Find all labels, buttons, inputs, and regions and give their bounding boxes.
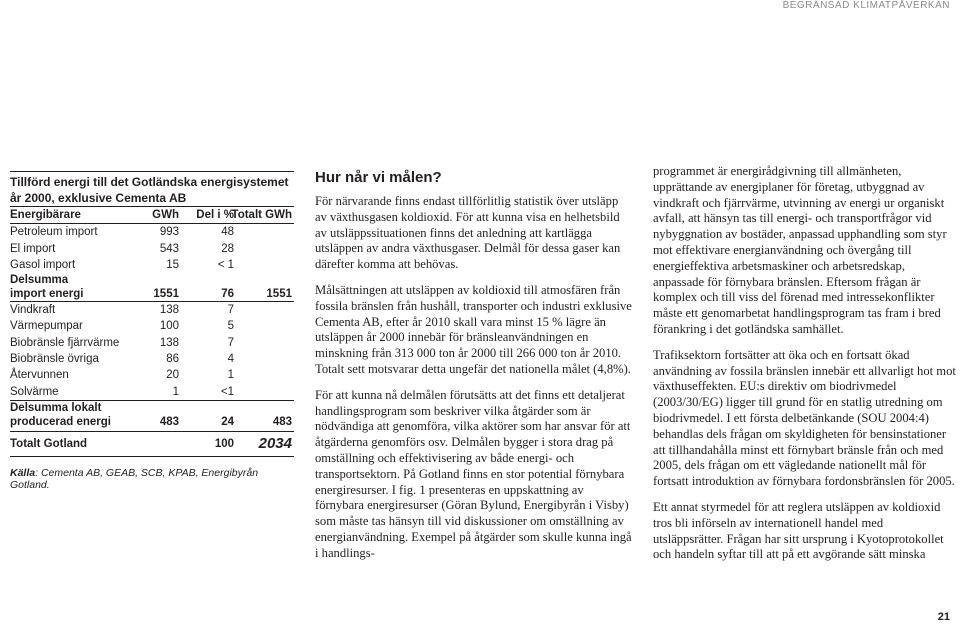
total-share: 100 bbox=[214, 437, 234, 450]
table-row-subtotal-import bbox=[10, 273, 294, 302]
table-row bbox=[10, 241, 294, 257]
row-name: Gasol import bbox=[10, 258, 76, 271]
page-number: 21 bbox=[937, 611, 950, 623]
row-gwh: 138 bbox=[159, 304, 179, 317]
table-title: Tillförd energi till det Gotländska energisystemet bbox=[10, 171, 294, 190]
row-gwh: 86 bbox=[166, 353, 179, 366]
row-share: 28 bbox=[221, 242, 234, 255]
table-row bbox=[10, 367, 294, 383]
row-name: Vindkraft bbox=[10, 304, 56, 317]
total-name: Totalt Gotland bbox=[10, 437, 88, 450]
row-name: El import bbox=[10, 242, 56, 255]
energy-table bbox=[10, 171, 294, 491]
row-name: Biobränsle övriga bbox=[10, 353, 99, 366]
row-gwh: 138 bbox=[159, 336, 179, 349]
middle-column bbox=[315, 168, 633, 572]
col-header-total: Totalt GWh bbox=[231, 209, 292, 221]
row-gwh: 543 bbox=[159, 242, 179, 255]
row-name-line1: Delsumma lokalt bbox=[10, 401, 102, 414]
table-row-subtotal-local bbox=[10, 401, 294, 429]
row-name: Petroleum import bbox=[10, 226, 98, 239]
section-heading: Hur når vi målen? bbox=[315, 169, 442, 186]
row-total: 1551 bbox=[266, 288, 292, 301]
row-name: Återvunnen bbox=[10, 369, 69, 382]
source-label: Källa bbox=[10, 466, 36, 479]
row-name: Värmepumpar bbox=[10, 320, 83, 333]
row-name-line1: Delsumma bbox=[10, 274, 69, 287]
table-row bbox=[10, 335, 294, 351]
row-name-line2: producerad energi bbox=[10, 415, 111, 428]
row-share: 24 bbox=[221, 415, 234, 428]
row-share: 7 bbox=[227, 336, 234, 349]
table-row bbox=[10, 318, 294, 334]
row-share: 7 bbox=[227, 304, 234, 317]
source-text: : Cementa AB, GEAB, SCB, KPAB, Energibyrån Gotland. bbox=[10, 466, 259, 491]
row-name bbox=[10, 273, 83, 301]
row-gwh: 100 bbox=[159, 320, 179, 333]
row-name bbox=[10, 401, 111, 429]
row-gwh: 20 bbox=[166, 369, 179, 382]
row-gwh: 483 bbox=[159, 415, 179, 428]
row-share: 4 bbox=[227, 353, 234, 366]
row-gwh: 1 bbox=[172, 385, 179, 398]
running-header: BEGRÄNSAD KLIMATPÅVERKAN bbox=[782, 0, 950, 11]
table-row bbox=[10, 351, 294, 367]
row-gwh: 993 bbox=[159, 226, 179, 239]
paragraph: Ett annat styrmedel för att reglera utsläppen av koldioxid tros bli införseln av internationell handel med utsläppsrätter. Frågan har sitt ursprung i Kyotoprotokollet och handeln syftar till att på ett avgörande sätt minska bbox=[653, 499, 944, 562]
table-row bbox=[10, 302, 294, 318]
table-row bbox=[10, 224, 294, 240]
row-share: < 1 bbox=[217, 258, 234, 271]
row-share: <1 bbox=[220, 385, 234, 398]
row-gwh: 15 bbox=[166, 258, 179, 271]
row-share: 48 bbox=[221, 226, 234, 239]
row-total: 483 bbox=[272, 415, 292, 428]
table-header-row bbox=[10, 206, 294, 224]
paragraph: Målsättningen att utsläppen av koldioxid till atmosfären från fossila bränslen från hushåll, transporter och industri exklusive Cementa AB, efter år 2010 skall vara minst 15 % lägre än utsläppen år 2000 innebär för bränsleanvändningen en minskning från 313 000 ton år 2000 till 266 000 ton år 2010. Totalt sett motsvarar detta ungefär det nationella målet (4,8%). bbox=[315, 282, 632, 376]
table-row-total bbox=[10, 431, 294, 457]
row-name: Biobränsle fjärrvärme bbox=[10, 336, 120, 349]
row-gwh: 1551 bbox=[153, 288, 179, 301]
row-share: 5 bbox=[227, 320, 234, 333]
col-header-gwh: GWh bbox=[152, 209, 179, 221]
paragraph: programmet är energirådgivning till allmänheten, upprättande av energiplaner för företag, utbyggnad av vindkraft och fjärrvärme, utvinning av energi ur organiskt avfall, att hänsyn tas till energi- och transportfrågor vid nybyggnation av bostäder, anpassad upphandling som styr mot effektivare energianvändning och övergång till energieffektiva arbetsmaskiner och arbetsredskap, anpassade för förnybara bränslen. Eftersom frågan är komplex och till viss del förenad med intressekonflikter måste ett genomarbetat handlingsprogram tas fram i bred förankring i det gotländska samhället. bbox=[653, 164, 947, 336]
right-column bbox=[653, 164, 956, 573]
table-row bbox=[10, 257, 294, 273]
table-source bbox=[10, 467, 294, 491]
col-header-share: Del i % bbox=[196, 209, 234, 221]
table-row bbox=[10, 384, 294, 401]
row-name-line2: import energi bbox=[10, 288, 84, 301]
col-header-name: Energibärare bbox=[10, 209, 81, 221]
paragraph: För närvarande finns endast tillförlitlig statistik över utsläpp av växthusgasen koldioxid. För att kunna visa en helhetsbild av utsläppssituationen finns det anledning att kartlägga utsläppen av andra växthusgaser. Delmål för dessa gaser kan därefter komma att behövas. bbox=[315, 194, 621, 272]
table-subtitle: år 2000, exklusive Cementa AB bbox=[10, 191, 187, 205]
paragraph: För att kunna nå delmålen förutsätts att det finns ett detaljerat handlingsprogram som beskriver vilka åtgärder som är nödvändiga att genomföra, vilka aktörer som har ansvar för att åtgärderna genomförs osv. Delmålen bygger i stora drag på omställning och effektivisering av både energi- och transportsektorn. På Gotland finns en stor potential förnybara energiresurser. I fig. 1 presenteras en uppskattning av förnybara energiresurser (Göran Bylund, Energibyrån i Visby) som måste tas hänsyn till vid diskussioner om omställning av energianvändning. Exempel på åtgärder som skulle kunna ingå i handlings- bbox=[315, 387, 632, 560]
row-share: 76 bbox=[221, 288, 234, 301]
paragraph: Trafiksektorn fortsätter att öka och en fortsatt ökad användning av fossila bränslen innebär ett allvarligt hot mot växthuseffekten. EU:s direktiv om biodrivmedel (2003/30/EG) ligger till grund för en statlig utredning om biodrivmedel. I ett första delbetänkande (SOU 2004:4) behandlas dels frågan om skyldigheten för bensinstationer att tillhandahålla minst ett förnybart bränsle från och med 2005, dels frågan om ett vägledande nationellt mål för fortsatt introduktion av förnybara fordonsbränslen för 2005. bbox=[653, 347, 956, 489]
total-value: 2034 bbox=[258, 434, 292, 452]
row-name: Solvärme bbox=[10, 385, 59, 398]
row-share: 1 bbox=[227, 369, 234, 382]
